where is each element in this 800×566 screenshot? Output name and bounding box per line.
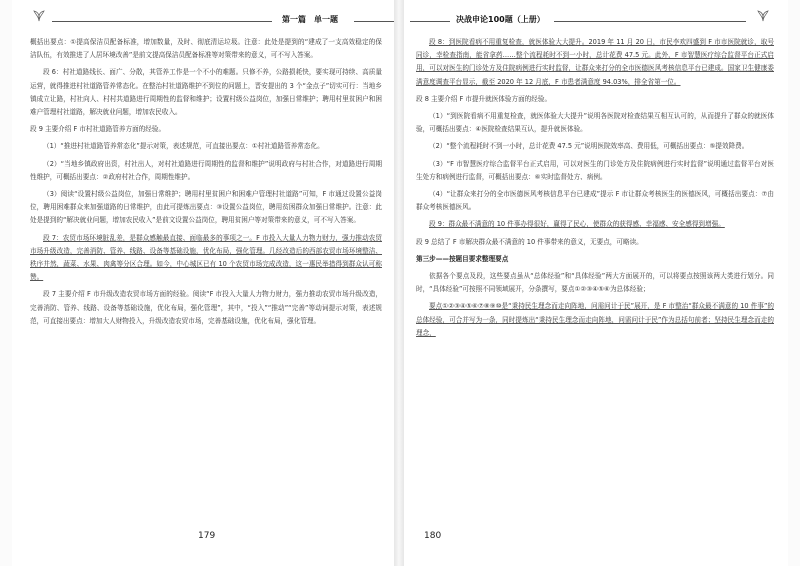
paragraph: 段 8：到医院看病不用重复检查，就医体验大大提升。2019 年 11 月 20 日，市民李欢四盛到 F 市市医院就诊，取号同诊，幸检查指南，能省拿药……整个流程耗时不到一小时，总计花费 47.5 元。此外，F 市智慧医疗综合监督平台正式启用，可以对医生的门诊处方及住院病例进行实时监督，让群众来打分的全市医德医风考核信息平台已建成。国家卫生健康委满意度调查平台显示，截至 2020 年 12 月底，F 市患者满意度 94.03%，排全省第一位。 xyxy=(416,38,774,86)
book-gutter xyxy=(394,0,404,566)
paragraph: （3）“F 市智慧医疗综合监督平台正式启用，可以对医生的门诊处方及住院病例进行实时监督”说明通过监督平台对医生处方和病例进行监督，可概括出要点：⑥实时监督处方、病例。 xyxy=(416,159,774,181)
page-number: 180 xyxy=(424,531,442,541)
paragraph: 段 9：群众最不满意的 10 件事办得很好，赢得了民心，使群众的获得感、幸福感、安全感得到增强。 xyxy=(429,220,725,229)
paragraph: 概括出要点：①提高保洁员配备标准，增加数量，及时、彻底清运垃圾。注意：此处是提到的“建成了一支高效稳定的保洁队伍，有效推进了人居环境改善”是前文提高保洁员配备标准等对策带来的意义，可不写入答案。 xyxy=(30,38,382,60)
left-page-body xyxy=(30,36,382,332)
paragraph: 依据各个要点及段，这些要点虽从“总体经验”和“具体经验”两大方面展开的，可以将要点按照该两大类进行划分。同时，“具体经验”可按照不同领域展开，分条撰写，要点①②③④⑤⑥为总体经验； xyxy=(416,272,774,294)
paragraph: 要点①②③④⑤⑥⑦⑧⑨⑩是“秉持民生理念而走向阵地，问需问计于民”展开，是 F 市整治“群众最不满意的 10 件事”的总体经验，可合并写为一条，同时提炼出“秉持民生理念而走向阵地，问需问计于民”作为总括句前者；坚持民生理念而走的理念， xyxy=(416,302,774,337)
book-title: 决战申论100题（上册） xyxy=(456,15,545,24)
paragraph: （3）阅读“设置村级公益岗位，加强日常维护；聘用村里贫困户和困难户管理村社道路”可知，F 市通过设置公益岗位，聘用困难群众来加强道路的日常维护，由此可提炼出要点：③设置公益岗位，聘用贫困群众加强日常维护。注意：此处是提到的“解决就业问题，增加农民收入”是前文设置公益岗位，聘用贫困户等对策带来的意义，可不写入答案。 xyxy=(30,190,382,225)
chapter-title: 第一篇 单一题 xyxy=(282,15,338,24)
paragraph: 段 7：农贸市场环境脏乱差，是群众感触最直接、面临最多的事项之一。F 市投入大量人力物力财力，强力推动农贸市场升级改造，完善消防、管养、线路、设备等基础设施，优化布局，强化管理。几经改造后的西部农贸市场环境整洁、秩序井然，蔬菜、水果、肉禽等分区合理。如今，中心城区已有 10 个农贸市场完成改造，这一惠民举措得到群众认可称赞。 xyxy=(30,233,382,282)
section-heading: 第三步——按题目要求整理要点 xyxy=(416,254,509,263)
paragraph: 段 9 主要介绍 F 市村社道路管养方面的经验。 xyxy=(30,125,166,134)
paragraph: （2）“当地乡镇政府出资，村社出人，对村社道路进行周期性的监督和维护”说明政府与村社合作，对道路进行周期性维护，可概括出要点：②政府村社合作，周期性维护。 xyxy=(30,159,382,181)
paragraph: （1）“推进村社道路管养常态化”提示对策，表述规范，可直接出要点：①村社道路管养常态化。 xyxy=(43,142,324,151)
paragraph: 段 7 主要介绍 F 市升级改造农贸市场方面的经验。阅读“F 市投入大量人力物力财力，强力推动农贸市场升级改造，完善消防、管养、线路、设备等基础设施，优化布局，强化管理”，其中，“投入”“推动”“完善”等动词提示对策，表述规范，可直接出要点：增加大人财物投入，升级改造农贸市场，完善基础设施，优化布局，强化管理。 xyxy=(30,290,382,325)
paragraph: 段 8 主要介绍 F 市提升就医体验方面的经验。 xyxy=(416,94,552,103)
paragraph: （2）“整个流程耗时不到一小时，总计花费 47.5 元”说明医院效率高、费用低，可概括出要点：⑤提效降费。 xyxy=(429,142,749,151)
paragraph: 段 6：村社道路线长、面广、分散，其管养工作是一个不小的难题。只修不养，公路损耗快，要实现可持续、高质量运营，就得推进村社道路管养常态化。在整治村社道路维护不到位的问题上，晋安提出的 3 个“金点子”切实可行：当地乡镇成立让路，村社向人、村村共道路进行周期性的监督和维护；设置村级公益岗位，加强日常维护；聘用村里贫困户和困难户管理村社道路，解决就业问题，增加农民收入。 xyxy=(30,68,382,117)
page-number: 179 xyxy=(198,531,216,541)
paragraph: （4）“让群众来打分的全市医德医风考核信息平台已建成”提示 F 市让群众考核医生的医德医风，可概括出要点：⑦由群众考核医德医风。 xyxy=(416,190,774,212)
paragraph: 段 9 总结了 F 市解决群众最不满意的 10 件事带来的意义，无要点，可略读。 xyxy=(416,237,643,246)
page-header xyxy=(404,14,788,28)
left-page xyxy=(12,0,394,566)
right-page xyxy=(404,0,788,566)
page-header xyxy=(12,14,394,28)
right-page-body xyxy=(416,36,774,344)
leaf-ornament-icon xyxy=(756,8,770,22)
paragraph: （1）“到医院看病不用重复检查，就医体验大大提升”说明各医院对检查结果互相互认可的，从而提升了群众的就医体验，可概括出要点：④医院检查结果互认，提升就医体验。 xyxy=(416,112,774,134)
